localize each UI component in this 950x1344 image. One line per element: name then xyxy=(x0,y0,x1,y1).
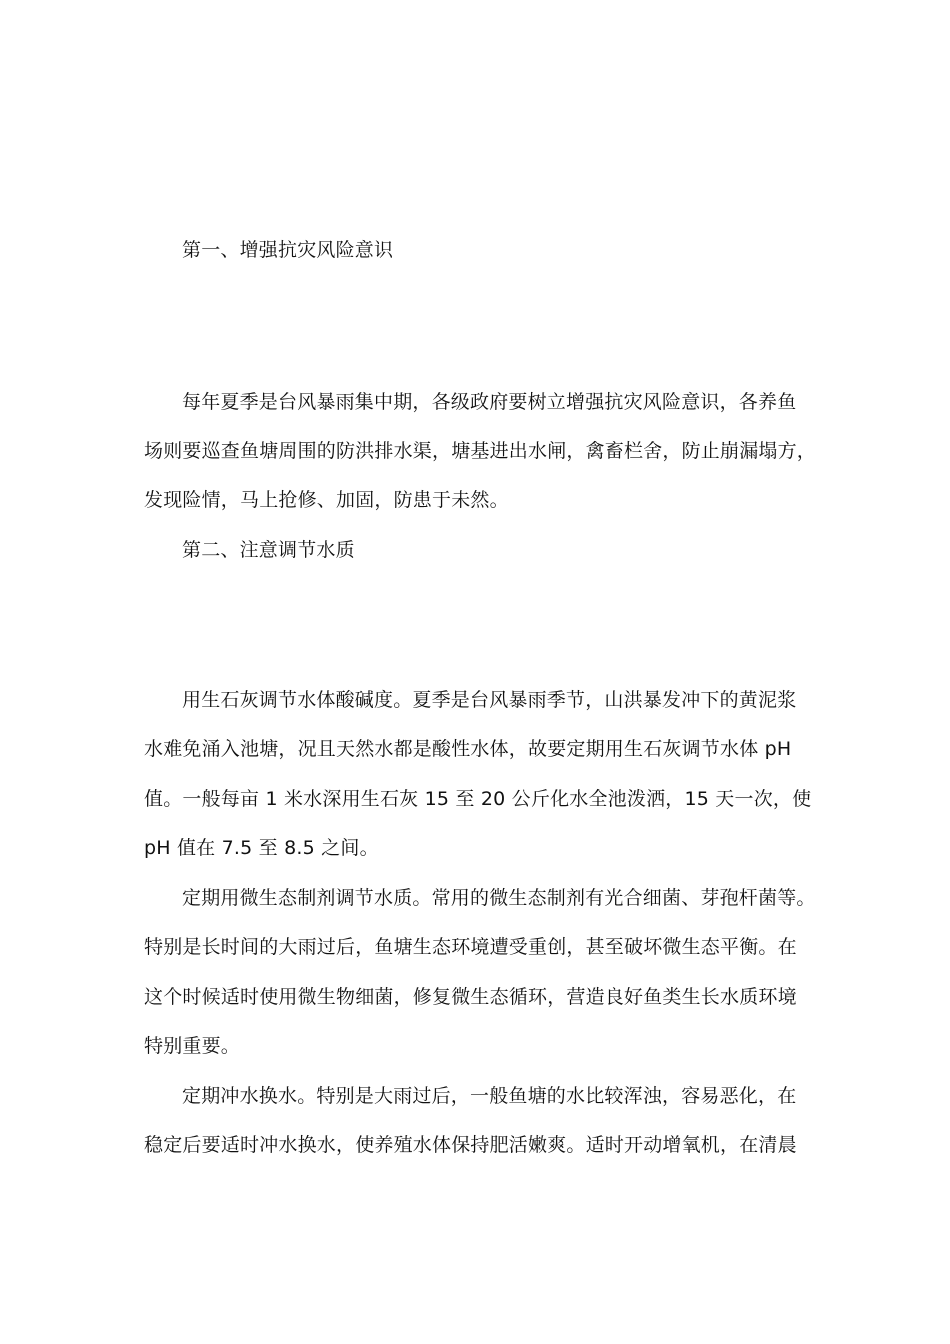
paragraph-line: pH 值在 7.5 至 8.5 之间。 xyxy=(144,837,379,859)
paragraph-line: 发现险情，马上抢修、加固，防患于未然。 xyxy=(144,489,509,511)
paragraph-line: 这个时候适时使用微生物细菌，修复微生态循环，营造良好鱼类生长水质环境 xyxy=(144,986,797,1008)
section-heading-2: 第二、注意调节水质 xyxy=(182,539,355,561)
paragraph-line: 定期用微生态制剂调节水质。常用的微生态制剂有光合细菌、芽孢杆菌等。 xyxy=(182,887,816,909)
paragraph-line: 特别重要。 xyxy=(144,1035,241,1057)
paragraph-line: 每年夏季是台风暴雨集中期，各级政府要树立增强抗灾风险意识，各养鱼 xyxy=(182,391,797,413)
paragraph-line: 用生石灰调节水体酸碱度。夏季是台风暴雨季节，山洪暴发冲下的黄泥浆 xyxy=(182,689,797,711)
paragraph-line: 定期冲水换水。特别是大雨过后，一般鱼塘的水比较浑浊，容易恶化，在 xyxy=(182,1085,797,1107)
paragraph-line: 特别是长时间的大雨过后，鱼塘生态环境遭受重创，甚至破坏微生态平衡。在 xyxy=(144,936,797,958)
paragraph-line: 场则要巡查鱼塘周围的防洪排水渠，塘基进出水闸，禽畜栏舍，防止崩漏塌方， xyxy=(144,440,817,462)
paragraph-line: 稳定后要适时冲水换水，使养殖水体保持肥活嫩爽。适时开动增氧机，在清晨 xyxy=(144,1134,797,1156)
paragraph-line: 值。一般每亩 1 米水深用生石灰 15 至 20 公斤化水全池泼洒，15 天一次，使 xyxy=(144,788,812,810)
paragraph-line: 水难免涌入池塘，况且天然水都是酸性水体，故要定期用生石灰调节水体 pH xyxy=(144,738,792,760)
section-heading-1: 第一、增强抗灾风险意识 xyxy=(182,239,394,261)
